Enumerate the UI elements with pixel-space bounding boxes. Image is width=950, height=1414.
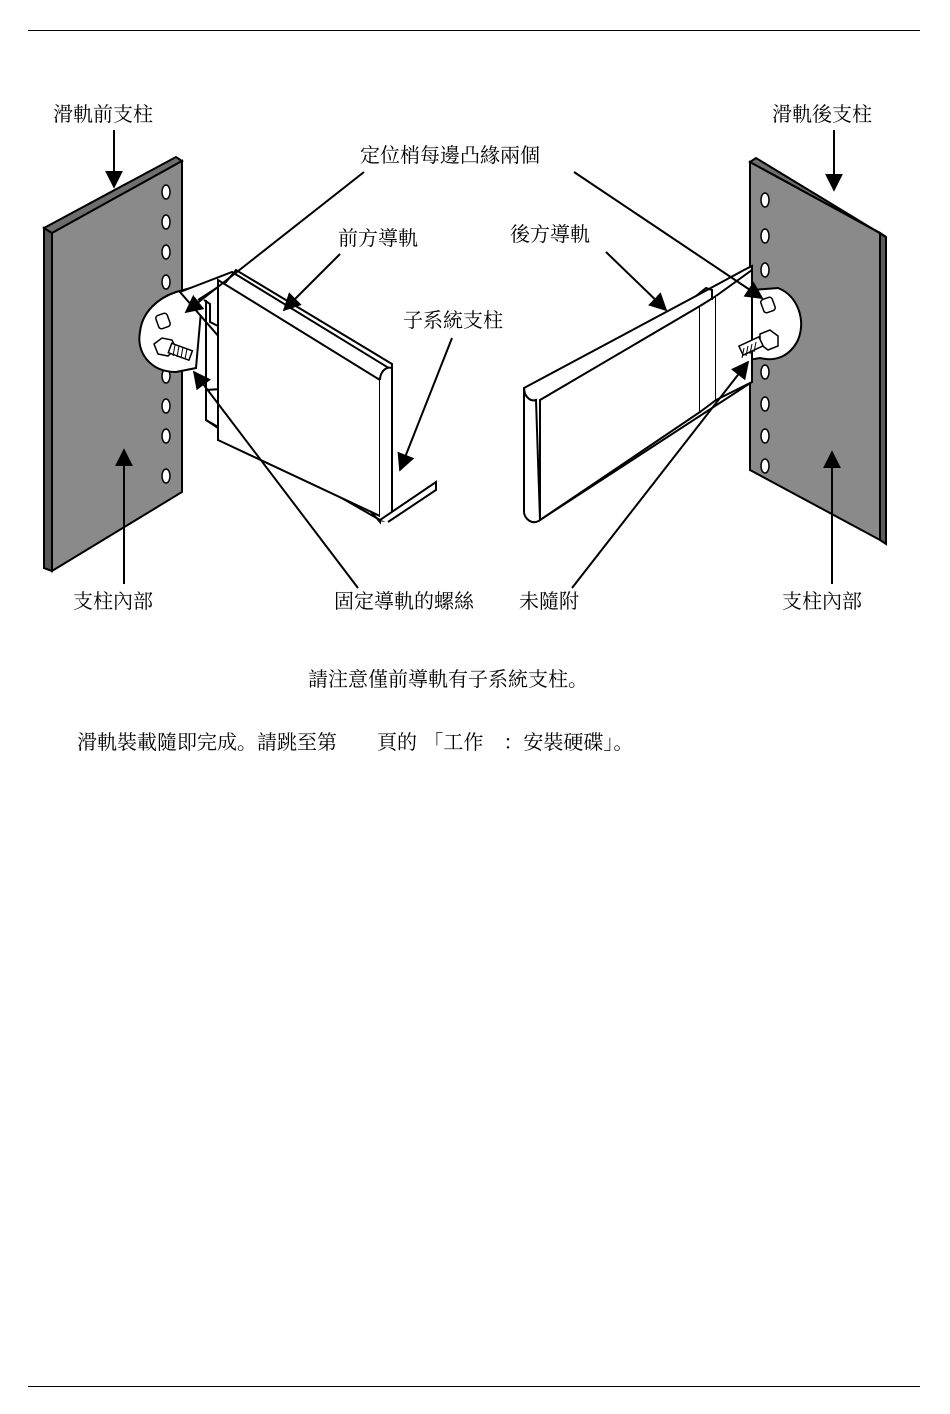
label-rear-post: 滑軌後支柱	[772, 102, 872, 126]
completion-text: 滑軌裝載隨即完成。請跳至第 頁的 「工作 ：安裝硬碟」。	[77, 730, 634, 754]
label-post-inner-right: 支柱內部	[782, 589, 862, 613]
label-front-rail: 前方導軌	[338, 226, 418, 250]
label-rear-rail: 後方導軌	[510, 222, 590, 246]
label-screws: 固定導軌的螺絲	[334, 589, 474, 613]
label-subsystem-post: 子系統支柱	[403, 308, 503, 332]
label-front-post: 滑軌前支柱	[53, 102, 153, 126]
bottom-rule	[28, 1386, 920, 1387]
rear-rail	[524, 266, 752, 522]
label-post-inner-left: 支柱內部	[73, 589, 153, 613]
label-locating-pins: 定位梢每邊凸緣兩個	[360, 143, 540, 167]
front-rail	[180, 270, 436, 522]
note-text: 請注意僅前導軌有子系統支柱。	[308, 667, 588, 691]
label-not-included: 未隨附	[519, 589, 579, 613]
